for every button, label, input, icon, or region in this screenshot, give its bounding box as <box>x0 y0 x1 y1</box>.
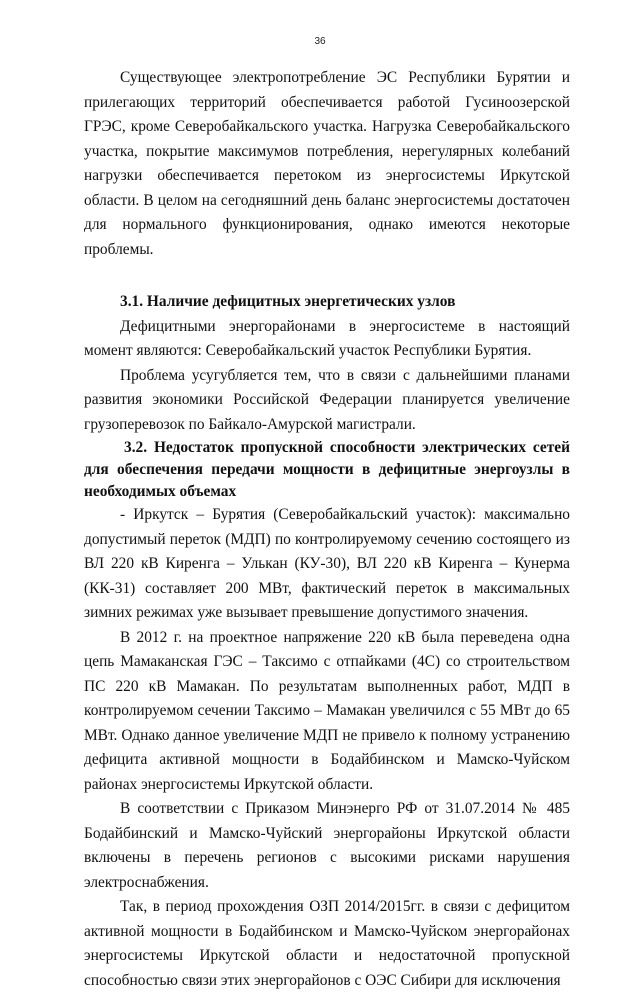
page-number: 36 <box>314 36 326 47</box>
paragraph-order: В соответствии с Приказом Минэнерго РФ от 31.07.2014 № 485 Бодайбинский и Мамско-Чуйский энергорайоны Иркутской области включены в перечень регионов с высокими рисками нарушения электроснабжения. <box>84 800 570 891</box>
paragraph-irkutsk-buryatia: - Иркутск – Бурятия (Северобайкальский участок): максимально допустимый переток (МДП) по контролируемому сечению состоящего из ВЛ 220 кВ Киренга – Улькан (КУ-30), ВЛ 220 кВ Киренга – Кунерма (КК-31) составляет 200 МВт, фактический переток в максимальных зимних режимах уже вызывает превышение допустимого значения. <box>84 506 570 621</box>
paragraph-deficit-regions: Дефицитными энергорайонами в энергосистеме в настоящий момент являются: Северобайкальский участок Республики Бурятия. <box>84 317 570 359</box>
paragraph-intro: Существующее электропотребление ЭС Республики Бурятии и прилегающих территорий обеспечивается работой Гусиноозерской ГРЭС, кроме Северобайкальского участка. Нагрузка Северобайкальского участка, покрытие максимумов потребления, нерегулярных колебаний нагрузки обеспечивается перетоком из энергосистемы Иркутской области. В целом на сегодняшний день баланс энергосистемы достаточен для нормального функционирования, однако имеются некоторые проблемы. <box>84 69 570 258</box>
document-body <box>84 66 570 993</box>
paragraph-problem: Проблема усугубляется тем, что в связи с дальнейшими планами развития экономики Российской Федерации планируется увеличение грузоперевозок по Байкало-Амурской магистрали. <box>84 366 570 433</box>
paragraph-ozp: Так, в период прохождения ОЗП 2014/2015гг. в связи с дефицитом активной мощности в Бодайбинском и Мамско-Чуйском энергорайонах энергосистемы Иркутской области и недостаточной пропускной способностью связи этих энергорайонов с ОЭС Сибири для исключения <box>84 898 570 989</box>
section-heading-3-1: 3.1. Наличие дефицитных энергетических узлов <box>120 293 456 310</box>
section-heading-3-2: 3.2. Недостаток пропускной способности электрических сетей для обеспечения передачи мощности в дефицитные энергоузлы в необходимых объемах <box>84 439 570 500</box>
paragraph-2012: В 2012 г. на проектное напряжение 220 кВ была переведена одна цепь Мамаканская ГЭС – Таксимо с отпайками (4С) со строительством ПС 220 кВ Мамакан. По результатам выполненных работ, МДП в контролируемом сечении Таксимо – Мамакан увеличился с 55 МВт до 65 МВт. Однако данное увеличение МДП не привело к полному устранению дефицита активной мощности в Бодайбинском и Мамско-Чуйском районах энергосистемы Иркутской области. <box>84 628 570 793</box>
